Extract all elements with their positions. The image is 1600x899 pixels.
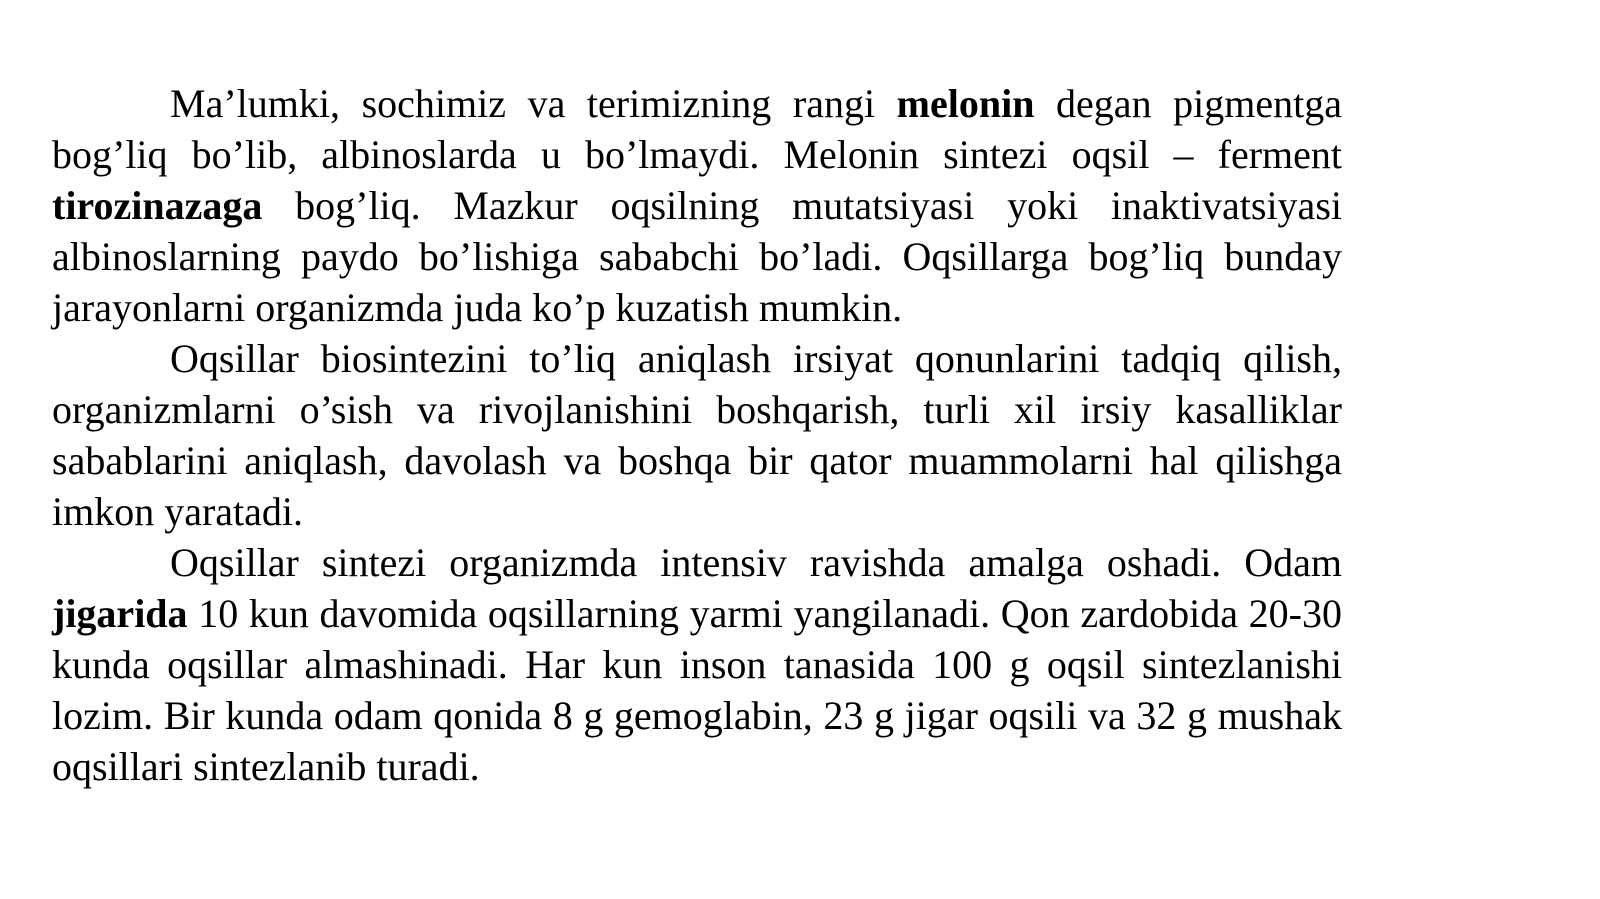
paragraph-synthesis-rate: [52, 537, 1342, 792]
term-jigarida: jigarida: [52, 591, 188, 636]
text-segment: Oqsillar biosintezini to’liq aniqlash irsiyat qonunlarini tadqiq qilish, organizmlarni o’sish va rivojlanishini boshqarish, turli xil irsiy kasalliklar sabablarini aniqlash, davolash va boshqa bir qator muammolarni hal qilishga imkon yaratadi.: [52, 336, 1342, 534]
text-segment: degan pigmentga bog’liq bo’lib, albinoslarda u bo’lmaydi. Melonin sintezi oqsil – ferment: [52, 81, 1342, 177]
term-tirozinazaga: tirozinazaga: [52, 183, 263, 228]
term-melonin: melonin: [896, 81, 1035, 126]
text-segment: bog’liq. Mazkur oqsilning mutatsiyasi yoki inaktivatsiyasi albinoslarning paydo bo’lishiga sababchi bo’ladi. Oqsillarga bog’liq bunday jarayonlarni organizmda juda ko’p kuzatish mumkin.: [52, 183, 1342, 330]
text-segment: Ma’lumki, sochimiz va terimizning rangi: [170, 81, 897, 126]
document-body: [52, 78, 1342, 792]
paragraph-biosynthesis: [52, 333, 1342, 537]
text-segment: Oqsillar sintezi organizmda intensiv ravishda amalga oshadi. Odam: [170, 540, 1342, 585]
text-segment: 10 kun davomida oqsillarning yarmi yangilanadi. Qon zardobida 20-30 kunda oqsillar almashinadi. Har kun inson tanasida 100 g oqsil sintezlanishi lozim. Bir kunda odam qonida 8 g gemoglabin, 23 g jigar oqsili va 32 g mushak oqsillari sintezlanib turadi.: [52, 591, 1342, 789]
paragraph-melonin: [52, 78, 1342, 333]
